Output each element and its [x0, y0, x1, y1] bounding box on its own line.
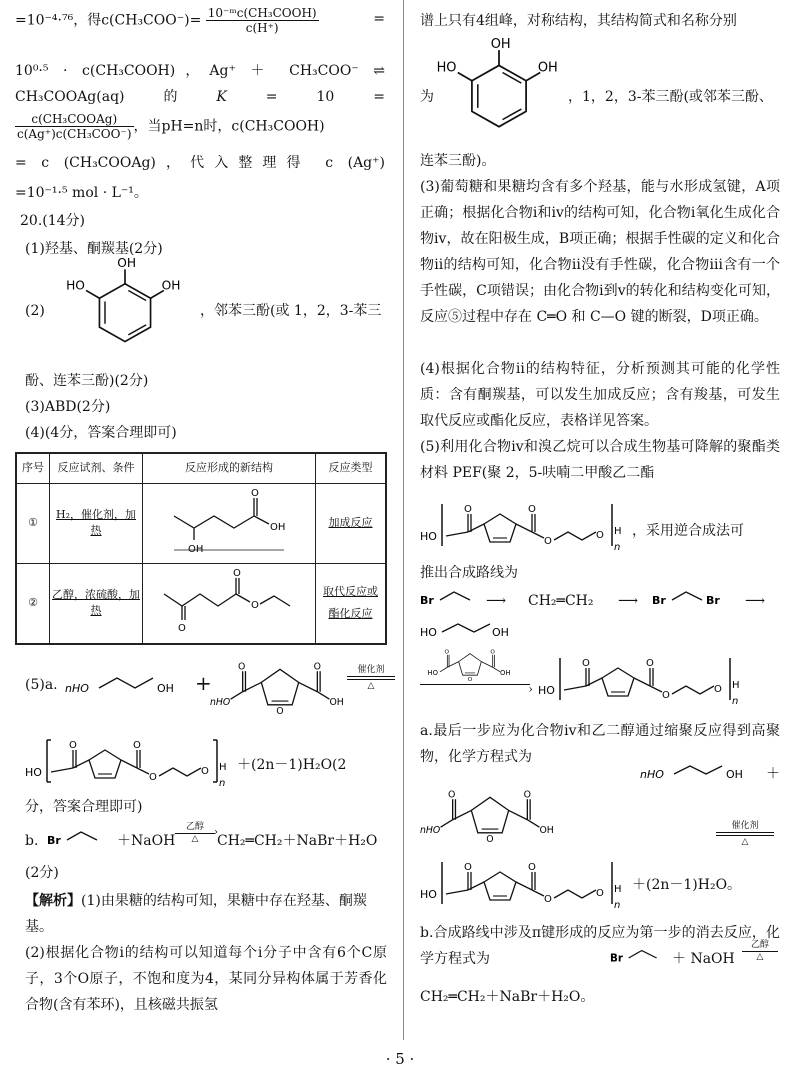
arrow-icon: ⟶ — [486, 593, 507, 609]
pyrogallol-structure-1 — [55, 256, 195, 356]
catalyst-arrow: 催化剂 △ — [347, 664, 395, 692]
bromoethane-structure — [47, 828, 107, 852]
pef-polymer-structure — [25, 730, 235, 790]
pef-line: HO O O O O H n ，采用逆合成法可 — [420, 494, 780, 554]
right-b-product: CH₂═CH₂＋NaBr＋H₂O。 — [420, 989, 595, 1005]
answer-2-cont: 酚、连苯三酚)(2分) — [25, 373, 149, 389]
svg-text:HO: HO — [25, 766, 42, 779]
svg-text:Br: Br — [706, 594, 720, 607]
svg-text:O: O — [201, 766, 209, 777]
svg-text:O: O — [178, 622, 186, 634]
fraction-2: $\frac{\text{c(CH₃COOAg)}}{\text{c(Ag⁺)c(CH₃COO⁻)}}$ — [17, 112, 132, 141]
ethylene-glycol-structure — [65, 666, 190, 706]
table-row: ② 乙醇，浓硫酸，加热 O O O 取代反应或酯化反应 — [16, 563, 386, 644]
svg-text:O: O — [646, 658, 654, 669]
right-para-3: (3)葡萄糖和果糖均含有多个羟基，能与水形成氢键，A项正确；根据化合物ⅰ和ⅳ的结构可知，化合物ⅰ氧化生成化合物ⅳ，故在阳极生成，B项正确；根据手性碳的定义和化合物ⅱ的结构可知，化合物ⅱ没有手性碳，化合物ⅲ含有一个手性碳，C项错误；由化合物ⅰ到ⅴ的转化和结构变化可知，反应⑤过程中存在 C═O 和 C—O 键的断裂，D项正确。 — [420, 179, 780, 325]
right-line-1: 谱上只有4组峰，对称结构，其结构简式和名称分别 — [420, 13, 737, 29]
svg-text:O: O — [149, 772, 157, 783]
svg-text:n: n — [219, 778, 226, 789]
answer-5b: b. Br ＋NaOH 乙醇 › △ CH₂═CH₂＋NaBr＋H₂O — [25, 826, 387, 856]
right-para-b: b.合成路线中涉及π键形成的反应为第一步的消去反应，化学方程式为 — [420, 925, 780, 967]
left-line-5: = c (CH₃COOAg)，代入整理得 c (Ag⁺) — [15, 155, 385, 171]
svg-text:H: H — [732, 680, 740, 691]
answer-4: (4)(4分，答案合理即可) — [25, 425, 177, 441]
furandicarboxylic-acid-structure — [210, 658, 350, 718]
svg-text:O: O — [544, 536, 552, 547]
catalyst-arrow-2: 催化剂 △ — [716, 820, 774, 848]
hydroxy-acid-structure — [143, 483, 316, 563]
svg-text:HO: HO — [420, 530, 437, 543]
answer-3: (3)ABD(2分) — [25, 399, 111, 415]
svg-text:HO: HO — [420, 626, 437, 639]
right-b-equation: Br ＋ NaOH 乙醇 △ — [610, 944, 780, 974]
pef-polymer-structure-4 — [420, 852, 630, 912]
answer-5b-score: (2分) — [25, 865, 59, 881]
svg-text:HO: HO — [538, 684, 555, 697]
svg-text:O: O — [69, 740, 77, 751]
analysis-1: 【解析】(1)由果糖的结构可知，果糖中存在羟基、酮羰基。 — [25, 893, 367, 935]
pef-polymer-structure-2 — [420, 494, 630, 554]
svg-text:＋: ＋ — [766, 766, 780, 782]
right-para-a: a.最后一步应为化合物ⅳ和乙二醇通过缩聚反应得到高聚物，化学方程式为 — [420, 723, 780, 765]
svg-text:n: n — [614, 900, 621, 911]
svg-text:nHO: nHO — [640, 768, 664, 781]
glycol-inline — [640, 760, 780, 780]
svg-text:Br: Br — [420, 594, 434, 607]
route-line-2 — [420, 648, 780, 708]
svg-text:OH: OH — [537, 60, 558, 76]
svg-text:nHO: nHO — [65, 682, 89, 695]
ethylene-glycol-structure-2 — [640, 760, 780, 784]
answer-5a: (5)a. nHO OH + nHO OH 催化剂 △ — [25, 660, 387, 730]
column-divider — [403, 0, 404, 1040]
svg-text:OH: OH — [117, 256, 137, 271]
svg-text:O: O — [133, 740, 141, 751]
pef-polymer-structure-3 — [538, 648, 748, 708]
left-line-2: 10⁰·⁵ · c(CH₃COOH)，Ag⁺ ＋ CH₃COO⁻ ⇌ — [15, 63, 385, 79]
arrow-icon: ⟶ — [618, 593, 639, 609]
fraction-1: $\frac{\text{10⁻ᵐc(CH₃COOH)}}{c(H^+)}$ — [207, 6, 317, 35]
right-line-3: 连苯三酚)。 — [420, 153, 496, 169]
svg-text:HO: HO — [427, 669, 438, 678]
svg-text:O: O — [528, 504, 536, 515]
answer-5a-product: HO O O O O H n ＋(2n－1)H₂O(2 — [25, 730, 387, 790]
left-line-4: $\frac{\text{c(CH₃COOAg)}}{\text{c(Ag⁺)c(CH₃COO⁻)}}$ ，当pH=n时，c(CH₃COOH) — [17, 112, 325, 141]
table-row: ① H₂，催化剂，加热 OH O OH 加成反应 — [16, 483, 386, 563]
svg-text:H: H — [614, 884, 622, 895]
svg-text:Br: Br — [47, 834, 61, 847]
svg-text:O: O — [251, 599, 259, 611]
ethylene-glycol-icon — [420, 616, 530, 646]
svg-text:O: O — [714, 684, 722, 695]
svg-text:OH: OH — [329, 696, 344, 708]
svg-text:O: O — [596, 888, 604, 899]
svg-text:HO: HO — [420, 888, 437, 901]
bromoethane-icon — [420, 588, 480, 612]
page-number: · 5 · — [385, 1050, 415, 1068]
left-line-1: =10⁻⁴·⁷⁶，得c(CH₃COO⁻)= $\frac{\text{10⁻ᵐc(CH₃COOH)}}{c(H^+)}$ = — [15, 6, 385, 35]
route-line-1: Br ⟶ CH₂═CH₂ ⟶ Br Br ⟶ — [420, 588, 780, 618]
svg-text:OH: OH — [490, 36, 511, 52]
furandicarboxylic-acid-structure-2 — [420, 786, 560, 846]
svg-text:n: n — [732, 696, 739, 707]
svg-text:OH: OH — [188, 543, 204, 555]
svg-text:O: O — [528, 862, 536, 873]
right-structure-line: 为 HO OH OH ，1，2，3-苯三酚(或邻苯三酚、 — [420, 36, 780, 146]
svg-text:OH: OH — [539, 824, 554, 836]
svg-text:Br: Br — [652, 594, 666, 607]
svg-text:O: O — [544, 894, 552, 905]
svg-text:nHO: nHO — [210, 696, 231, 708]
svg-text:HO: HO — [436, 60, 457, 76]
svg-text:O: O — [662, 690, 670, 701]
svg-text:OH: OH — [500, 669, 511, 678]
right-reactant-line — [420, 786, 780, 846]
svg-text:H: H — [614, 526, 622, 537]
svg-text:OH: OH — [161, 278, 181, 293]
svg-text:OH: OH — [492, 626, 509, 639]
svg-text:OH: OH — [157, 682, 174, 695]
ethanol-arrow: 乙醇 › △ — [175, 822, 215, 845]
route-arrow: › — [420, 684, 530, 685]
keto-ester-structure — [143, 563, 316, 644]
right-line-8: 推出合成路线为 — [420, 565, 518, 581]
svg-text:O: O — [464, 862, 472, 873]
right-para-5: (5)利用化合物ⅳ和溴乙烷可以合成生物基可降解的聚酯类材料 PEF(聚 2，5-呋喃二甲酸乙二酯 — [420, 439, 780, 481]
svg-text:nHO: nHO — [420, 824, 441, 836]
svg-text:O: O — [596, 530, 604, 541]
left-line-6: =10⁻¹·⁵ mol · L⁻¹。 — [15, 185, 148, 201]
bromoethane-structure-2 — [610, 946, 666, 970]
dibromoethane-icon — [652, 588, 738, 612]
svg-text:O: O — [251, 487, 259, 499]
svg-text:H: H — [219, 762, 227, 773]
pyrogallol-structure-2 — [434, 36, 564, 142]
table-header-row: 序号 反应试剂、条件 反应形成的新结构 反应类型 — [16, 453, 386, 483]
svg-text:n: n — [614, 542, 621, 553]
svg-text:O: O — [582, 658, 590, 669]
svg-text:O: O — [233, 567, 241, 579]
right-para-4: (4)根据化合物ⅱ的结构特征，分析预测其可能的化学性质：含有酮羰基，可以发生加成反应；含有羧基，可发生取代反应或酯化反应，表格详见答案。 — [420, 361, 780, 429]
svg-text:OH: OH — [726, 768, 743, 781]
analysis-2: (2)根据化合物ⅰ的结构可以知道每个ⅰ分子中含有6个C原子，3个O原子，不饱和度为4，某同分异构体属于芳香化合物(含有苯环)，且核磁共振氢 — [25, 945, 387, 1013]
ethanol-arrow-2: 乙醇 △ — [742, 940, 778, 963]
reaction-table — [15, 452, 387, 645]
answer-1: (1)羟基、酮羰基(2分) — [25, 241, 163, 257]
svg-text:O: O — [464, 504, 472, 515]
svg-text:Br: Br — [610, 952, 623, 965]
furandicarboxylic-acid-icon — [420, 648, 520, 682]
svg-text:HO: HO — [66, 278, 85, 293]
answer-2: (2) OH HO OH ，邻苯三酚(或 1，2，3-苯三 — [25, 262, 387, 332]
right-product-line: HO O O O O H n ＋(2n－1)H₂O。 — [420, 852, 780, 912]
answer-5a-cont: 分，答案合理即可) — [25, 799, 143, 815]
left-line-3: CH₃COOAg(aq) 的 K = 10 = — [15, 89, 385, 105]
question-20: 20.(14分) — [20, 213, 86, 229]
svg-text:OH: OH — [270, 521, 286, 533]
arrow-icon: ⟶ — [745, 593, 766, 609]
